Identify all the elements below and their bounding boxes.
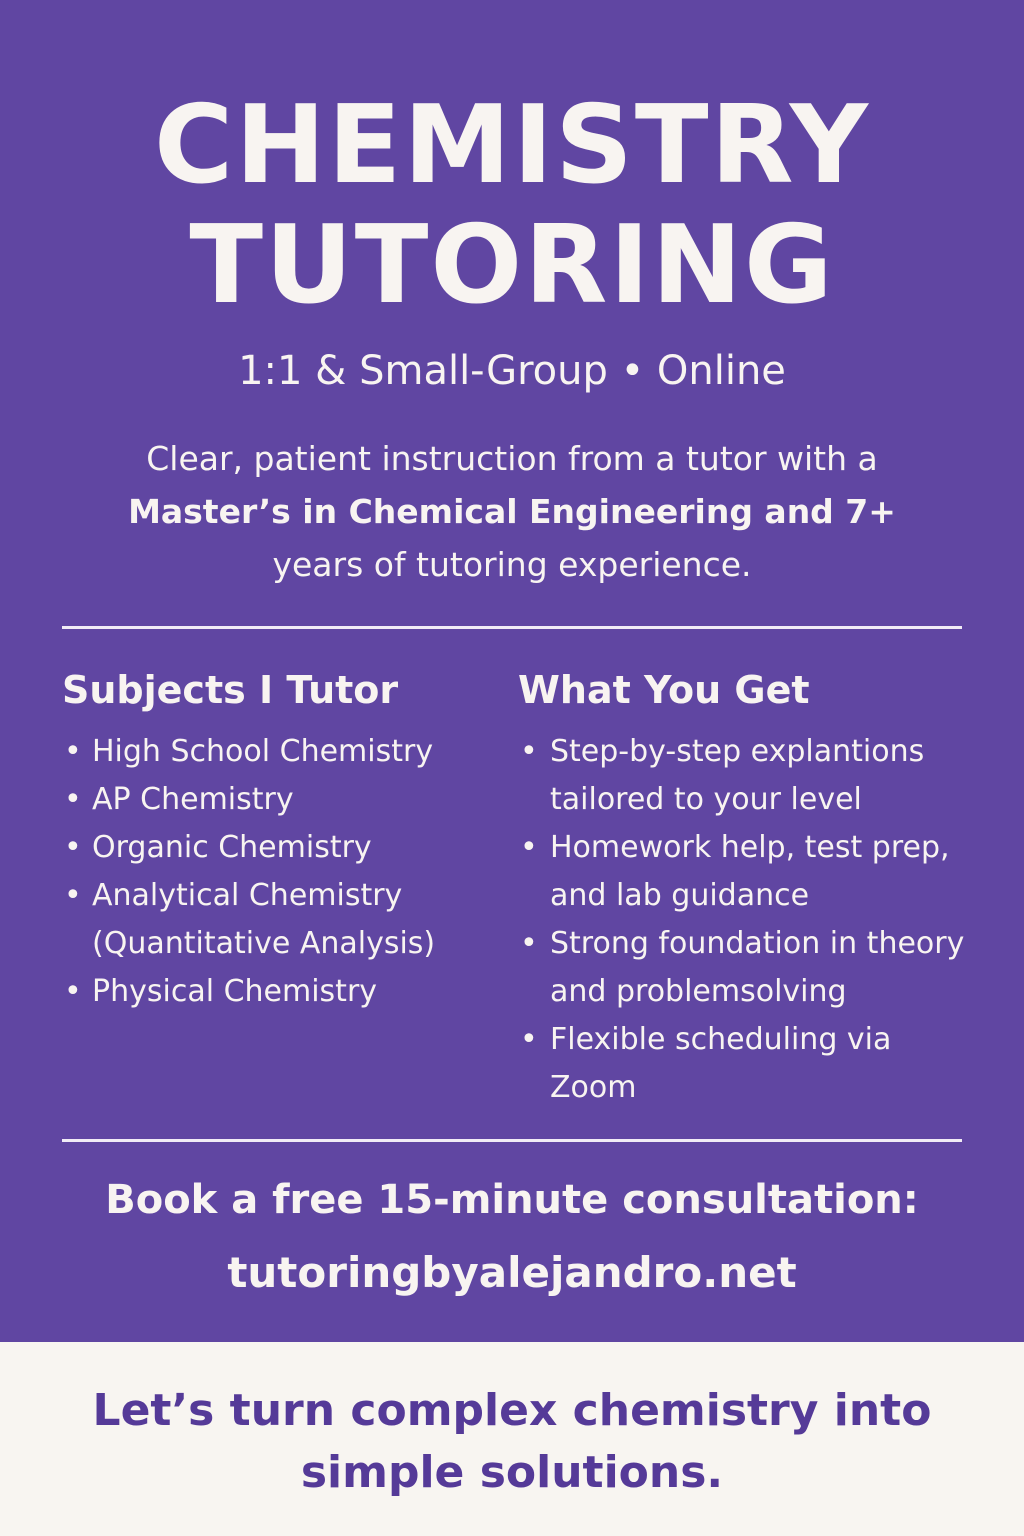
title-line-2: TUTORING (189, 203, 835, 328)
benefits-list (518, 728, 968, 1112)
intro-emphasis: Master’s in Chemical Engineering and 7+ (128, 492, 896, 531)
divider-bottom (62, 1139, 962, 1142)
benefit-item: • Strong foundation in theory and problemsolving (518, 920, 968, 1016)
benefit-item: • Step-by-step explantions tailored to your level (518, 728, 968, 824)
subjects-section (62, 662, 482, 1016)
website-link[interactable]: tutoringbyalejandro.net (227, 1248, 797, 1297)
subject-item: • Physical Chemistry (62, 968, 482, 1016)
subject-item: • Organic Chemistry (62, 824, 482, 872)
intro-text (102, 432, 922, 591)
benefit-item: • Flexible scheduling via Zoom (518, 1016, 968, 1112)
benefits-heading: What You Get (518, 668, 810, 712)
title-line-1: CHEMISTRY (154, 83, 870, 208)
subject-item: • AP Chemistry (62, 776, 482, 824)
subject-item: • High School Chemistry (62, 728, 482, 776)
intro-part-1: Clear, patient instruction from a tutor with a (146, 439, 878, 478)
subjects-heading: Subjects I Tutor (62, 668, 399, 712)
consultation-text: Book a free 15-minute consultation: (105, 1177, 919, 1223)
divider-top (62, 626, 962, 629)
subtitle: 1:1 & Small-Group • Online (238, 348, 786, 394)
footer-band (0, 1342, 1024, 1536)
intro-part-2: years of tutoring experience. (272, 545, 752, 584)
benefit-item: • Homework help, test prep, and lab guidance (518, 824, 968, 920)
subject-item: • Analytical Chemistry (Quantitative Analysis) (62, 872, 482, 968)
footer-tagline: Let’s turn complex chemistry into simple solutions. (92, 1385, 932, 1498)
subjects-list (62, 728, 482, 1016)
benefits-section (518, 662, 968, 1112)
